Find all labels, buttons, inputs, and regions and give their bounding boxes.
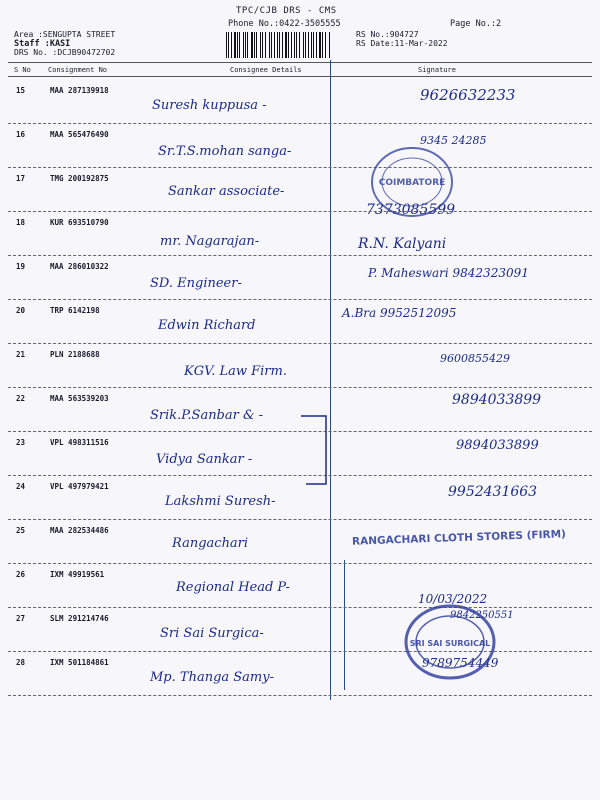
coimbatore-stamp-text: COIMBATORE [378,178,446,188]
consignee-handwritten: Vidya Sankar - [156,452,253,467]
table-row [0,608,600,652]
consignment-number: MAA 286010322 [50,262,109,271]
area-label: Area :SENGUPTA STREET [14,30,116,39]
table-row [0,300,600,344]
consignee-handwritten: Sr.T.S.mohan sanga- [158,144,292,159]
table-row [0,344,600,388]
col-consignment: Consignment No [48,66,108,74]
row-number: 16 [16,130,26,139]
row-number: 19 [16,262,26,271]
sai-surgical-stamp-text: SRI SAI SURGICAL [409,639,491,648]
signature-handwritten: 7373085599 [366,202,456,218]
table-row [0,564,600,608]
signature-handwritten: 9952431663 [448,484,538,500]
consignment-number: PLN 2188688 [50,350,100,359]
consignment-number: MAA 282534486 [50,526,109,535]
row-number: 18 [16,218,26,227]
consignment-number: IXM 49919561 [50,570,105,579]
rs-date: RS Date:11-Mar-2022 [356,39,448,48]
row-number: 23 [16,438,26,447]
sai-surgical-stamp [400,602,500,682]
signature-handwritten: R.N. Kalyani [358,236,447,252]
row-number: 27 [16,614,26,623]
row-number: 15 [16,86,26,95]
row-number: 22 [16,394,26,403]
table-row [0,80,600,124]
consignee-handwritten: Sankar associate- [168,184,285,199]
consignee-handwritten: Regional Head P- [176,580,290,595]
consignee-handwritten: SD. Engineer- [150,276,242,291]
consignee-handwritten: Srik.P.Sanbar & - [150,408,264,423]
consignee-handwritten: Suresh kuppusa - [152,98,267,113]
signature-handwritten: 9600855429 [440,352,510,365]
rs-number: RS No.:904727 [356,30,419,39]
row-number: 28 [16,658,26,667]
consignment-number: TRP 6142198 [50,306,100,315]
drs-number: DRS No. :DCJB90472702 [14,48,116,57]
consignee-handwritten: KGV. Law Firm. [184,364,287,379]
signature-handwritten: 9894033899 [452,392,542,408]
consignment-number: VPL 497979421 [50,482,109,491]
row-number: 20 [16,306,26,315]
signature-handwritten: 9789754449 [422,656,499,670]
row-number: 26 [16,570,26,579]
signature-handwritten: P. Maheswari 9842323091 [368,266,529,280]
row-number: 24 [16,482,26,491]
table-row [0,168,600,218]
table-row [0,256,600,300]
consignee-handwritten: mr. Nagarajan- [160,234,260,249]
row-number: 25 [16,526,26,535]
consignee-handwritten: Mp. Thanga Samy- [150,670,274,685]
row-number: 21 [16,350,26,359]
consignment-number: MAA 565476490 [50,130,109,139]
consignment-number: VPL 498311516 [50,438,109,447]
barcode-image [226,32,330,58]
signature-handwritten: 10/03/2022 [418,592,488,606]
row-number: 17 [16,174,26,183]
consignment-number: MAA 563539203 [50,394,109,403]
signature-handwritten: 9626632233 [420,86,516,104]
consignee-handwritten: Rangachari [172,536,249,551]
consignment-number: IXM 501184861 [50,658,109,667]
signature-handwritten: A.Bra 9952512095 [342,306,457,320]
col-sno: S No [14,66,31,74]
consignment-number: MAA 287139918 [50,86,109,95]
document-title: TPC/CJB DRS - CMS [236,6,337,16]
staff-label: Staff :KASI [14,39,71,49]
signature-handwritten: 9842250551 [450,610,514,621]
col-signature: Signature [418,66,456,74]
consignment-number: SLM 291214746 [50,614,109,623]
table-row [0,124,600,168]
consignment-number: TMG 200192875 [50,174,109,183]
consignee-handwritten: Sri Sai Surgica- [160,626,264,641]
bracket-mark [296,412,336,492]
table-row [0,652,600,696]
page-number: Page No.:2 [450,19,502,29]
rangachari-stamp: RANGACHARI CLOTH STORES (FIRM) [351,528,567,548]
phone-number: Phone No.:0422-3505555 [228,19,341,29]
header-bottom-rule [8,76,592,77]
consignee-handwritten: Edwin Richard [158,318,256,333]
table-row [0,212,600,256]
row-divider [8,695,592,696]
consignee-handwritten: Lakshmi Suresh- [165,494,276,509]
signature-handwritten: 9894033899 [456,438,539,453]
coimbatore-stamp [366,142,458,222]
signature-handwritten: 9345 24285 [420,134,487,147]
col-consignee: Consignee Details [230,66,302,74]
consignment-number: KUR 693510790 [50,218,109,227]
